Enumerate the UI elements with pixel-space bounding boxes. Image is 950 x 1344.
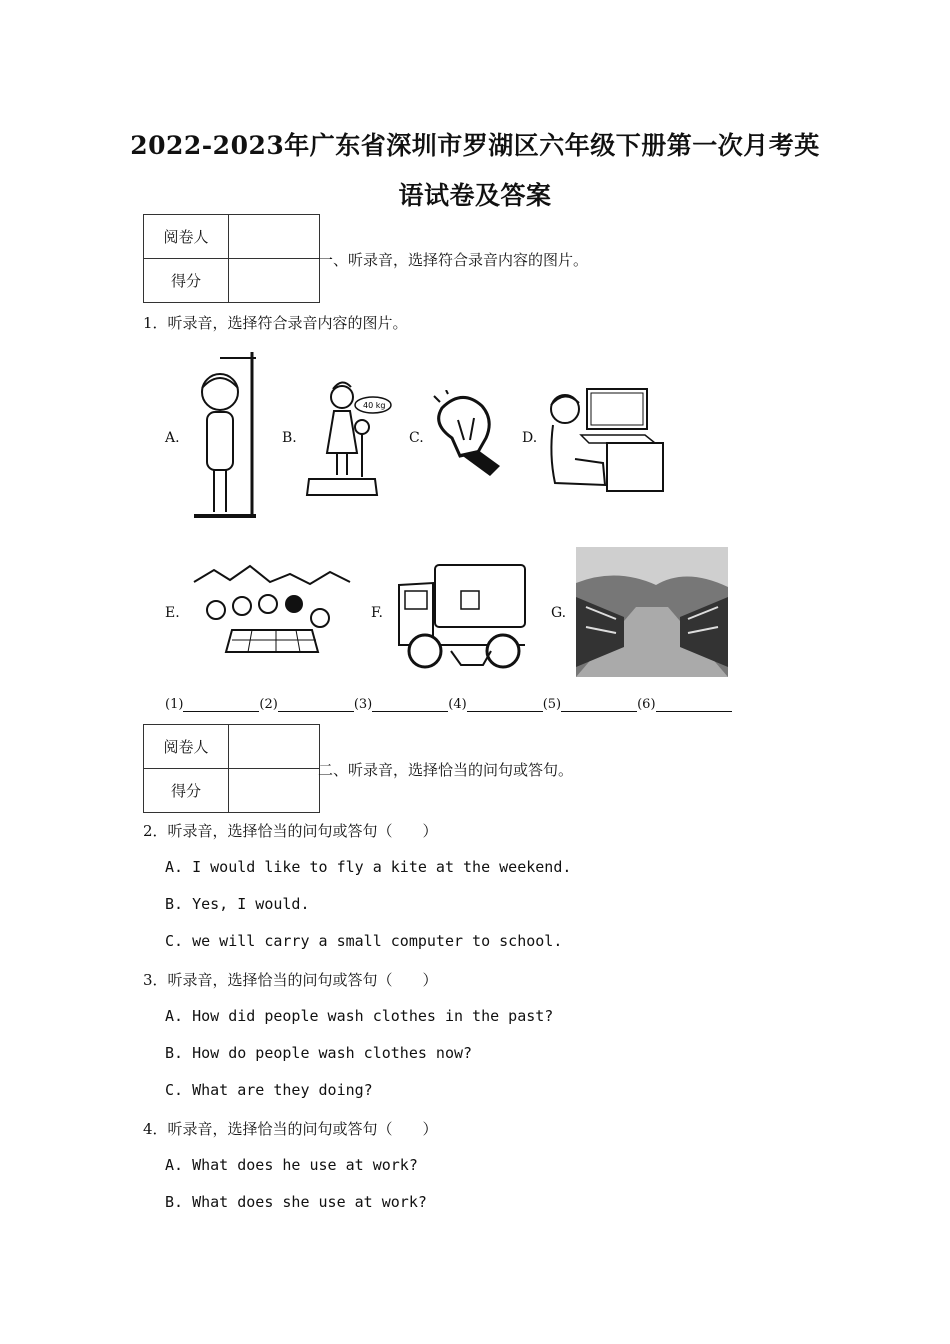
- blank-label-5: (5): [542, 697, 562, 712]
- blank-label-1: (1): [165, 697, 184, 712]
- question-2-option-a: A. I would like to fly a kite at the weekend.: [165, 858, 572, 876]
- blank-label-3: (3): [353, 697, 373, 712]
- question-2: 2．听录音，选择恰当的问句或答句（ ）: [143, 822, 438, 840]
- reviewer-cell[interactable]: [229, 725, 320, 769]
- picture-label-c: C.: [409, 430, 424, 446]
- light-bulb-image: [430, 390, 510, 485]
- question-4-option-b: B. What does she use at work?: [165, 1193, 427, 1211]
- picture-label-f: F.: [371, 605, 383, 621]
- reviewer-label: 阅卷人: [144, 725, 229, 769]
- child-height-measure-image: [190, 350, 260, 525]
- score-table-1: [143, 214, 320, 303]
- children-picnic-image: [192, 560, 352, 670]
- score-cell[interactable]: [229, 259, 320, 303]
- question-3-option-c: C. What are they doing?: [165, 1081, 373, 1099]
- blank-label-4: (4): [448, 697, 467, 712]
- question-3-option-a: A. How did people wash clothes in the past?: [165, 1007, 554, 1025]
- score-table-2: [143, 724, 320, 813]
- answer-blank-3[interactable]: [372, 697, 448, 712]
- question-2-option-b: B. Yes, I would.: [165, 895, 310, 913]
- question-2-option-c: C. we will carry a small computer to school.: [165, 932, 563, 950]
- answer-blank-6[interactable]: [656, 697, 732, 712]
- answer-blank-5[interactable]: [561, 697, 637, 712]
- reviewer-cell[interactable]: [229, 215, 320, 259]
- picture-label-b: B.: [282, 430, 297, 446]
- page-title-line-2: 语试卷及答案: [398, 181, 552, 210]
- question-4: 4．听录音，选择恰当的问句或答句（ ）: [143, 1120, 438, 1138]
- section-1-heading: 一、听录音，选择符合录音内容的图片。: [318, 251, 589, 269]
- scale-reading-text: 40 kg: [363, 401, 386, 410]
- old-town-street-image: [576, 547, 728, 677]
- question-1: 1．听录音，选择符合录音内容的图片。: [143, 314, 408, 332]
- answer-blank-4[interactable]: [467, 697, 543, 712]
- answer-blanks: [165, 697, 732, 712]
- boy-using-computer-image: [545, 385, 670, 495]
- answer-blank-2[interactable]: [278, 697, 354, 712]
- blank-label-6: (6): [637, 697, 656, 712]
- picture-label-e: E.: [165, 605, 180, 621]
- score-label: 得分: [144, 259, 229, 303]
- page-title-line-1: 2022-2023年广东省深圳市罗湖区六年级下册第一次月考英: [130, 131, 820, 160]
- section-2-heading: 二、听录音，选择恰当的问句或答句。: [318, 761, 574, 779]
- answer-blank-1[interactable]: [183, 697, 259, 712]
- question-3-option-b: B. How do people wash clothes now?: [165, 1044, 473, 1062]
- street-cleaning-truck-image: [395, 555, 530, 673]
- question-4-option-a: A. What does he use at work?: [165, 1156, 418, 1174]
- blank-label-2: (2): [259, 697, 278, 712]
- picture-label-d: D.: [522, 430, 538, 446]
- girl-on-scale-image: [305, 375, 395, 500]
- question-3: 3．听录音，选择恰当的问句或答句（ ）: [143, 971, 438, 989]
- picture-label-a: A.: [165, 430, 180, 446]
- reviewer-label: 阅卷人: [144, 215, 229, 259]
- score-label: 得分: [144, 769, 229, 813]
- picture-label-g: G.: [551, 605, 567, 621]
- score-cell[interactable]: [229, 769, 320, 813]
